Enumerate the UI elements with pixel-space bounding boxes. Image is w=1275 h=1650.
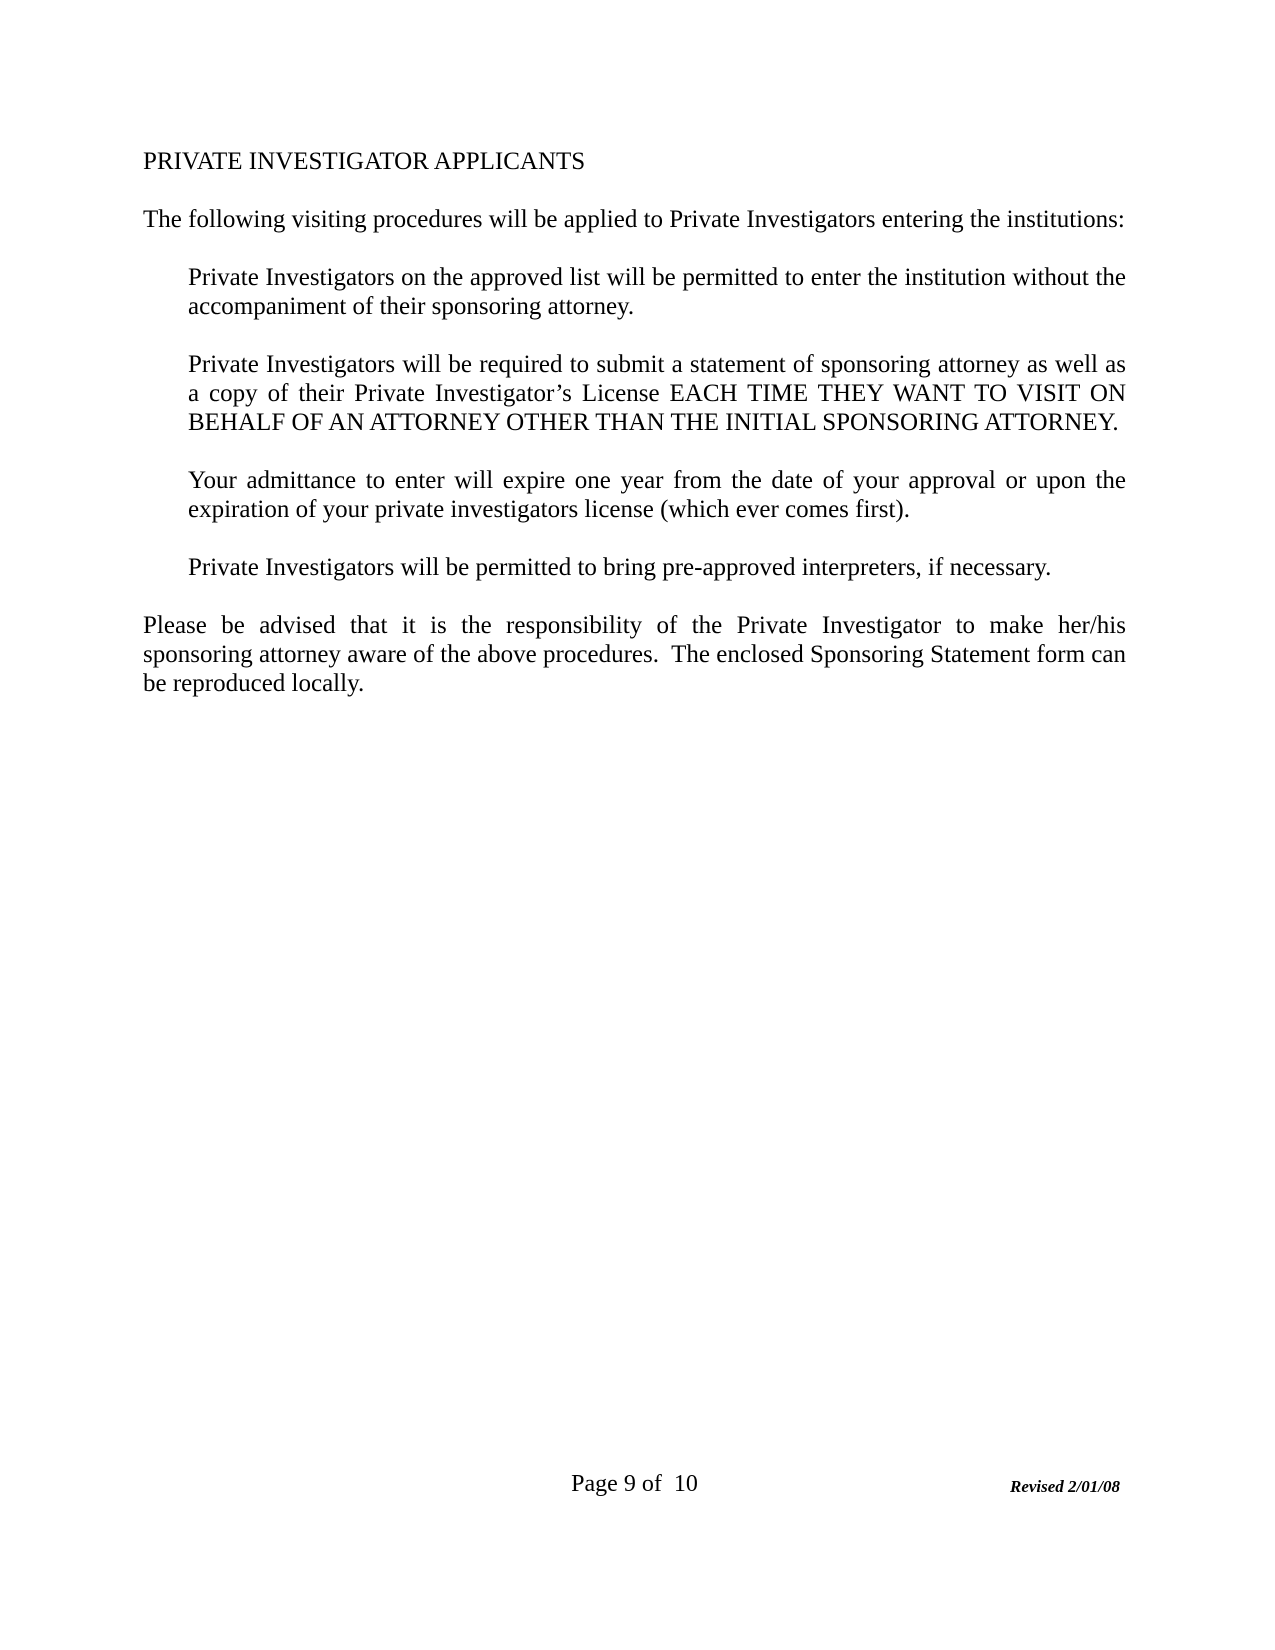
closing-paragraph: Please be advised that it is the responsibility of the Private Investigator to make her/his sponsoring attorney aware of the above procedures. The enclosed Sponsoring Statement form can be reproduced locally. [143,612,1126,697]
procedure-paragraph-admittance-expiry: Your admittance to enter will expire one year from the date of your approval or upon the expiration of your private investigators license (which ever comes first). [188,467,1126,523]
document-title: PRIVATE INVESTIGATOR APPLICANTS [143,148,586,175]
page-footer [143,1470,1126,1510]
procedure-paragraph-approved-list: Private Investigators on the approved list will be permitted to enter the institution without the accompaniment of their sponsoring attorney. [188,264,1126,320]
procedure-paragraph-interpreters: Private Investigators will be permitted to bring pre-approved interpreters, if necessary. [188,554,1052,581]
revision-note: Revised 2/01/08 [1009,1477,1120,1496]
intro-paragraph: The following visiting procedures will be applied to Private Investigators entering the institutions: [143,206,1125,233]
procedure-paragraph-sponsoring-statement: Private Investigators will be required to submit a statement of sponsoring attorney as well as a copy of their Private Investigator’s License EACH TIME THEY WANT TO VISIT ON BEHALF OF AN ATTORNEY OTHER THAN THE INITIAL SPONSORING ATTORNEY. [188,351,1126,436]
page-number: Page 9 of 10 [571,1471,698,1497]
